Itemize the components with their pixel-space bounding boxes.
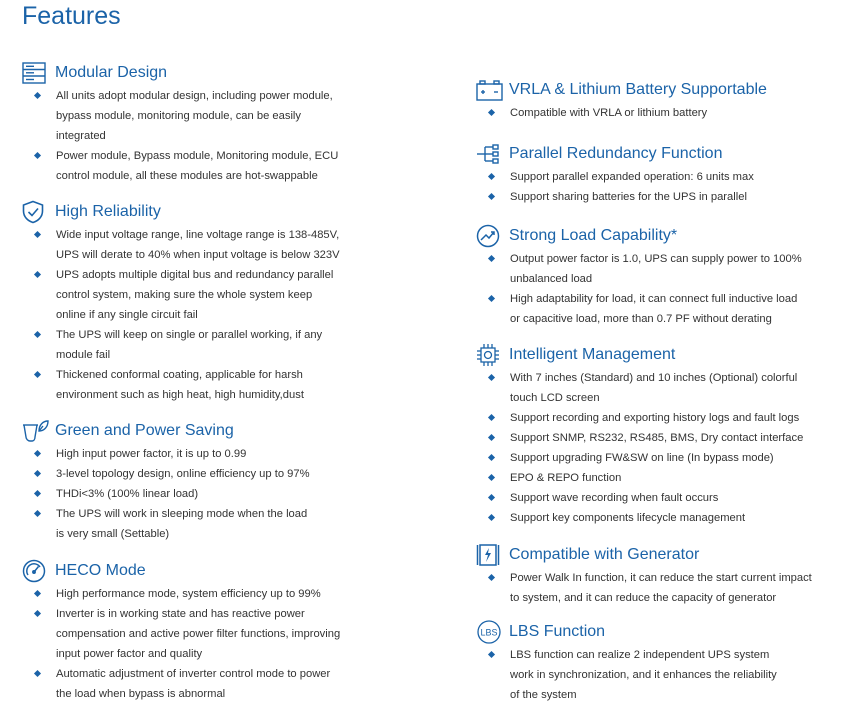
list-item: With 7 inches (Standard) and 10 inches (Optional) colorful touch LCD screen [476, 368, 846, 408]
list-item: THDi<3% (100% linear load) [22, 484, 402, 504]
section-title: High Reliability [55, 203, 161, 220]
list-item: All units adopt modular design, including power module, bypass module, monitoring module, can be easily integrated [22, 86, 402, 146]
list-item: The UPS will work in sleeping mode when the load is very small (Settable) [22, 504, 402, 544]
list-item: Support recording and exporting history logs and fault logs [476, 408, 846, 428]
section-title: Modular Design [55, 64, 168, 81]
page-title: Features [22, 2, 121, 30]
lbs-badge-text: LBS [480, 627, 498, 638]
list-item: High input power factor, it is up to 0.99 [22, 444, 402, 464]
section-parallel-redundancy [476, 141, 846, 207]
parallel-network-icon [476, 142, 503, 166]
section-title: LBS Function [509, 623, 606, 640]
list-item: High adaptability for load, it can connect full inductive load or capacitive load, more than 0.7 PF without derating [476, 289, 846, 329]
list-item: LBS function can realize 2 independent UPS system work in synchronization, and it enhances the reliability of the system [476, 645, 846, 705]
list-item: Power Walk In function, it can reduce the start current impact to system, and it can reduce the capacity of generator [476, 568, 846, 608]
gauge-icon [22, 559, 49, 583]
list-item: High performance mode, system efficiency up to 99% [22, 584, 402, 604]
section-lbs [476, 619, 846, 705]
list-item: The UPS will keep on single or parallel working, if any module fail [22, 325, 402, 365]
list-item: Support key components lifecycle management [476, 508, 846, 528]
section-modular-design [22, 60, 402, 186]
list-item: Power module, Bypass module, Monitoring module, ECU control module, all these modules are hot-swappable [22, 146, 402, 186]
section-title: Parallel Redundancy Function [509, 145, 723, 162]
battery-icon [476, 78, 503, 102]
section-generator [476, 542, 846, 608]
list-item: UPS adopts multiple digital bus and redundancy parallel control system, making sure the whole system keep online if any single circuit fail [22, 265, 402, 325]
lbs-badge-icon [476, 620, 503, 644]
leaf-plug-icon [22, 419, 49, 443]
section-title: VRLA & Lithium Battery Supportable [509, 81, 767, 98]
list-item: 3-level topology design, online efficiency up to 97% [22, 464, 402, 484]
shield-check-icon [22, 200, 49, 224]
chip-icon [476, 343, 503, 367]
list-item: Thickened conformal coating, applicable for harsh environment such as high heat, high humidity,dust [22, 365, 402, 405]
list-item: Support sharing batteries for the UPS in parallel [476, 187, 846, 207]
list-item: Support upgrading FW&SW on line (In bypass mode) [476, 448, 846, 468]
section-strong-load [476, 223, 846, 329]
list-item: Support wave recording when fault occurs [476, 488, 846, 508]
section-title: Green and Power Saving [55, 422, 234, 439]
list-item: Inverter is in working state and has reactive power compensation and active power filter functions, improving input power factor and quality [22, 604, 402, 664]
list-item: Wide input voltage range, line voltage range is 138-485V, UPS will derate to 40% when input voltage is below 323V [22, 225, 402, 265]
list-item: EPO & REPO function [476, 468, 846, 488]
section-title: Intelligent Management [509, 346, 676, 363]
list-item: Support parallel expanded operation: 6 units max [476, 167, 846, 187]
trend-up-icon [476, 224, 503, 248]
list-item: Automatic adjustment of inverter control mode to power the load when bypass is abnormal [22, 664, 402, 704]
section-title: HECO Mode [55, 562, 146, 579]
list-item: Output power factor is 1.0, UPS can supply power to 100% unbalanced load [476, 249, 846, 289]
section-title: Compatible with Generator [509, 546, 700, 563]
section-heco-mode [22, 558, 402, 704]
section-intelligent-management [476, 342, 846, 528]
server-rack-icon [22, 61, 49, 85]
section-title: Strong Load Capability* [509, 227, 678, 244]
section-green-power-saving [22, 418, 402, 544]
list-item: Support SNMP, RS232, RS485, BMS, Dry contact interface [476, 428, 846, 448]
section-high-reliability [22, 199, 402, 405]
list-item: Compatible with VRLA or lithium battery [476, 103, 846, 123]
generator-icon [476, 543, 503, 567]
section-battery [476, 77, 846, 123]
